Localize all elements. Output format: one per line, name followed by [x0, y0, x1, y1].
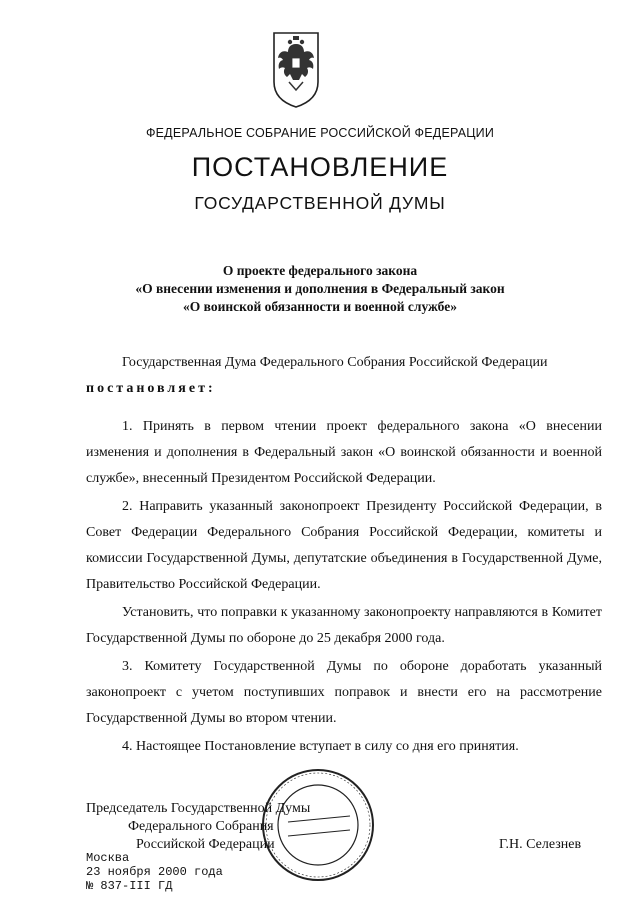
intro-paragraph: Государственная Дума Федерального Собрания Российской Федерации [122, 355, 548, 370]
footer-number: № 837-III ГД [86, 879, 173, 893]
document-subtitle: ГОСУДАРСТВЕННОЙ ДУМЫ [194, 193, 446, 213]
item-2-extra-paragraph: Установить, что поправки к указанному законопроекту направляются в Комитет Государственной Думы по обороне до 25 декабря 2000 года. [86, 605, 602, 646]
signature-line-2: Федерального Собрания [128, 819, 274, 834]
item-2-paragraph: 2. Направить указанный законопроект Президенту Российской Федерации, в Совет Федерации Федерального Собрания Российской Федерации, комитеты и комиссии Государственной Думы, депутатские объединения в Государственной Думе, Правительство Российской Федерации. [86, 499, 602, 592]
decrees-word: постановляет: [86, 381, 216, 396]
heading-line-3: «О воинской обязанности и военной службе» [183, 299, 457, 314]
footer-city: Москва [86, 851, 130, 865]
official-stamp-icon [258, 760, 378, 890]
document-heading [0, 262, 640, 316]
coat-of-arms-icon [271, 30, 321, 110]
item-4-paragraph: 4. Настоящее Постановление вступает в силу со дня его принятия. [122, 739, 519, 754]
signatory-name: Г.Н. Селезнев [499, 837, 582, 852]
heading-line-1: О проекте федерального закона [222, 263, 418, 278]
heading-line-2: «О внесении изменения и дополнения в Федеральный закон [135, 281, 505, 296]
item-1-paragraph: 1. Принять в первом чтении проект федерального закона «О внесении изменения и дополнения в Федеральный закон «О воинской обязанности и военной службе», внесенный Президентом Российской Федерации. [86, 419, 602, 486]
document-title: ПОСТАНОВЛЕНИЕ [191, 152, 449, 182]
signature-line-3: Российской Федерации [136, 837, 275, 852]
footer-date: 23 ноября 2000 года [86, 865, 223, 879]
organization-name: ФЕДЕРАЛЬНОЕ СОБРАНИЕ РОССИЙСКОЙ ФЕДЕРАЦИИ [145, 126, 495, 140]
signature-line-1: Председатель Государственной Думы [86, 801, 311, 816]
item-3-paragraph: 3. Комитету Государственной Думы по обороне доработать указанный законопроект с учетом поступивших поправок и внести его на рассмотрение Государственной Думы во втором чтении. [86, 659, 602, 726]
